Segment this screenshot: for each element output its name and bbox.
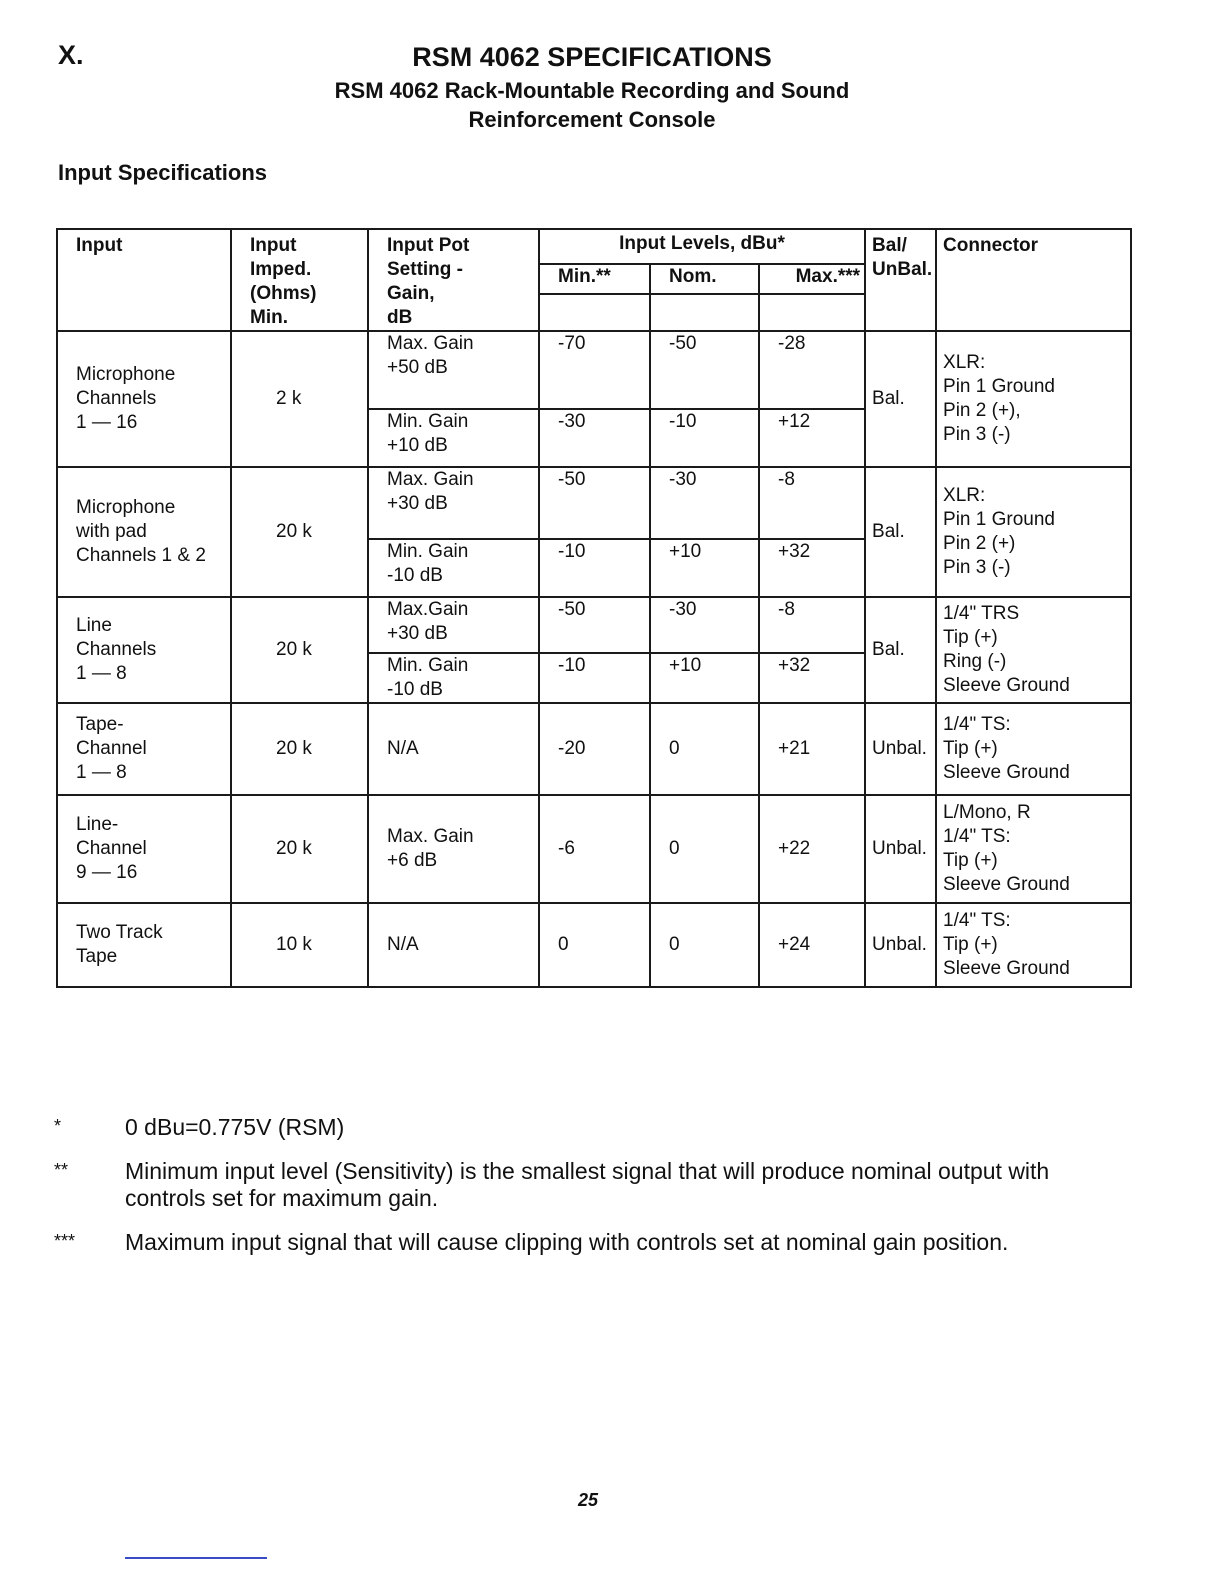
page-number: 25 — [577, 1490, 599, 1510]
level-min-cell: -50 — [539, 597, 650, 653]
impedance-cell: 20 k — [231, 703, 368, 795]
level-nom-cell: -10 — [650, 409, 759, 467]
input-cell: Microphone with pad Channels 1 & 2 — [57, 467, 231, 597]
input-cell: Two Track Tape — [57, 903, 231, 987]
input-cell: Line Channels 1 — 8 — [57, 597, 231, 703]
level-max-cell: -8 — [759, 467, 865, 539]
level-nom-cell: -50 — [650, 331, 759, 409]
pot-setting-cell: N/A — [368, 903, 539, 987]
input-cell: Microphone Channels 1 — 16 — [57, 331, 231, 467]
impedance-cell: 10 k — [231, 903, 368, 987]
level-nom-cell: 0 — [650, 903, 759, 987]
bal-cell: Unbal. — [865, 703, 936, 795]
level-min-cell: -50 — [539, 467, 650, 539]
level-max-cell: +12 — [759, 409, 865, 467]
table-body — [57, 331, 1131, 987]
header-input-levels: Input Levels, dBu* — [539, 229, 865, 264]
connector-cell: 1/4" TRS Tip (+) Ring (-) Sleeve Ground — [936, 597, 1131, 703]
header-blank-cell — [759, 294, 865, 331]
impedance-cell: 20 k — [231, 597, 368, 703]
pot-setting-cell: Max.Gain +30 dB — [368, 597, 539, 653]
bal-cell: Bal. — [865, 597, 936, 703]
input-cell: Tape- Channel 1 — 8 — [57, 703, 231, 795]
header-input-pot: Input Pot Setting - Gain, dB — [368, 229, 539, 331]
table-row — [57, 331, 1131, 409]
pot-setting-cell: Min. Gain -10 dB — [368, 653, 539, 703]
impedance-cell: 20 k — [231, 795, 368, 903]
table-row — [57, 467, 1131, 539]
level-nom-cell: +10 — [650, 653, 759, 703]
bal-cell: Unbal. — [865, 795, 936, 903]
subtitle-line-1: RSM 4062 Rack-Mountable Recording and Sound — [334, 78, 850, 103]
level-min-cell: -30 — [539, 409, 650, 467]
footnote-mark: * — [54, 1116, 62, 1136]
level-min-cell: 0 — [539, 903, 650, 987]
level-min-cell: -10 — [539, 653, 650, 703]
section-heading: Input Specifications — [58, 160, 268, 185]
header-bal-unbal: Bal/ UnBal. — [865, 229, 936, 331]
connector-cell: XLR: Pin 1 Ground Pin 2 (+) Pin 3 (-) — [936, 467, 1131, 597]
footer-rule — [125, 1557, 267, 1559]
header-connector: Connector — [936, 229, 1131, 331]
impedance-cell: 2 k — [231, 331, 368, 467]
level-max-cell: -8 — [759, 597, 865, 653]
level-min-cell: -10 — [539, 539, 650, 597]
level-nom-cell: -30 — [650, 467, 759, 539]
connector-cell: 1/4" TS: Tip (+) Sleeve Ground — [936, 703, 1131, 795]
level-nom-cell: 0 — [650, 703, 759, 795]
pot-setting-cell: Max. Gain +6 dB — [368, 795, 539, 903]
bal-cell: Bal. — [865, 331, 936, 467]
pot-setting-cell: Max. Gain +50 dB — [368, 331, 539, 409]
pot-setting-cell: N/A — [368, 703, 539, 795]
level-max-cell: +21 — [759, 703, 865, 795]
footnote-text: 0 dBu=0.775V (RSM) — [125, 1114, 345, 1140]
footnote-mark: ** — [54, 1160, 69, 1180]
level-min-cell: -20 — [539, 703, 650, 795]
connector-cell: L/Mono, R 1/4" TS: Tip (+) Sleeve Ground — [936, 795, 1131, 903]
page-subtitle — [0, 76, 1184, 134]
pot-setting-cell: Max. Gain +30 dB — [368, 467, 539, 539]
page-title: RSM 4062 SPECIFICATIONS — [412, 42, 772, 72]
pot-setting-cell: Min. Gain -10 dB — [368, 539, 539, 597]
section-number: X. — [58, 40, 84, 70]
connector-cell: XLR: Pin 1 Ground Pin 2 (+), Pin 3 (-) — [936, 331, 1131, 467]
level-max-cell: +32 — [759, 653, 865, 703]
impedance-cell: 20 k — [231, 467, 368, 597]
subtitle-line-2: Reinforcement Console — [468, 107, 716, 132]
header-nom: Nom. — [650, 264, 759, 294]
level-max-cell: +32 — [759, 539, 865, 597]
input-cell: Line- Channel 9 — 16 — [57, 795, 231, 903]
level-min-cell: -70 — [539, 331, 650, 409]
table-row — [57, 795, 1131, 903]
level-max-cell: -28 — [759, 331, 865, 409]
level-min-cell: -6 — [539, 795, 650, 903]
level-max-cell: +24 — [759, 903, 865, 987]
header-blank-cell — [539, 294, 650, 331]
header-impedance: Input Imped. (Ohms) Min. — [231, 229, 368, 331]
footnote-mark: *** — [54, 1231, 76, 1251]
bal-cell: Unbal. — [865, 903, 936, 987]
footnote-text: Maximum input signal that will cause clipping with controls set at nominal gain position. — [125, 1229, 1009, 1255]
level-nom-cell: +10 — [650, 539, 759, 597]
level-nom-cell: -30 — [650, 597, 759, 653]
table-row — [57, 597, 1131, 653]
connector-cell: 1/4" TS: Tip (+) Sleeve Ground — [936, 903, 1131, 987]
header-input: Input — [57, 229, 231, 331]
level-max-cell: +22 — [759, 795, 865, 903]
table-row — [57, 903, 1131, 987]
table-header — [57, 229, 1131, 331]
input-specifications-table — [56, 228, 1132, 988]
level-nom-cell: 0 — [650, 795, 759, 903]
pot-setting-cell: Min. Gain +10 dB — [368, 409, 539, 467]
header-min: Min.** — [539, 264, 650, 294]
bal-cell: Bal. — [865, 467, 936, 597]
header-max: Max.*** — [759, 264, 865, 294]
table-row — [57, 703, 1131, 795]
header-blank-cell — [650, 294, 759, 331]
footnote-text: Minimum input level (Sensitivity) is the smallest signal that will produce nominal output with controls set for maximum gain. — [125, 1158, 1050, 1211]
